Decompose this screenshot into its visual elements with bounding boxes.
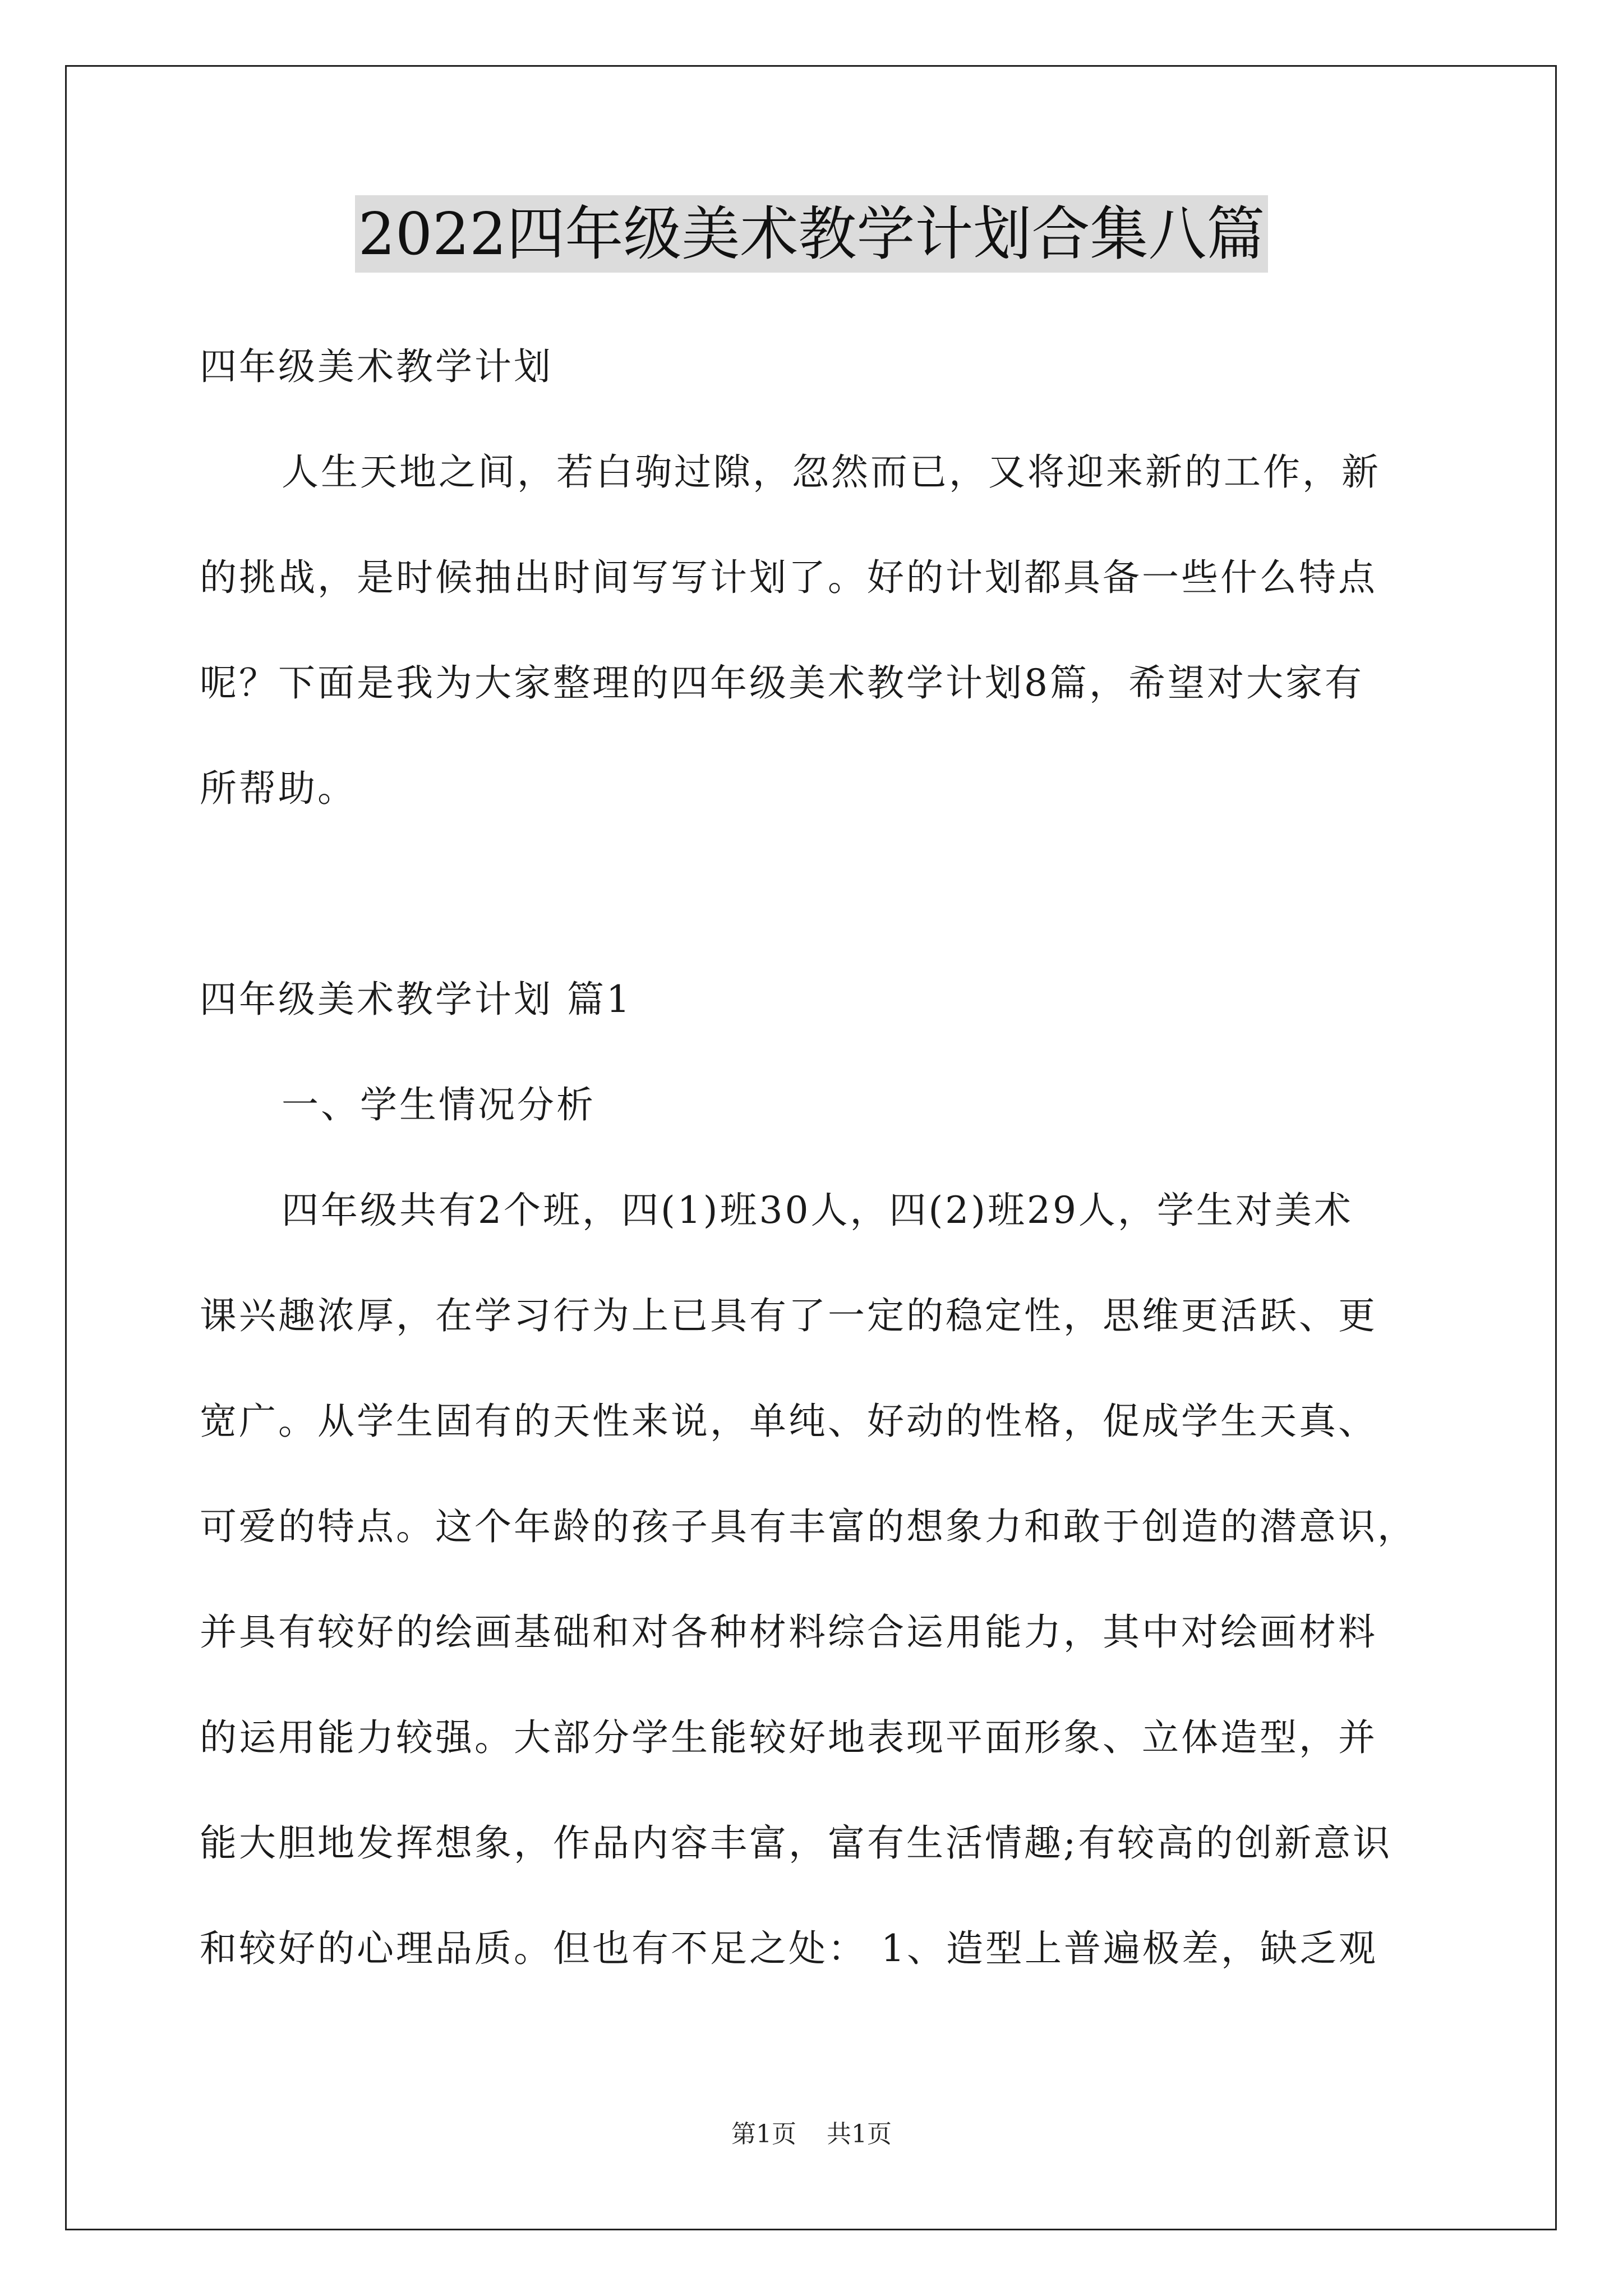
page-number-total: 共1页 xyxy=(827,2120,892,2148)
text-line: 能大胆地发挥想象，作品内容丰富，富有生活情趣;有较高的创新意识 xyxy=(200,1821,1393,1865)
text-line: 的运用能力较强。大部分学生能较好地表现平面形象、立体造型，并 xyxy=(200,1716,1377,1759)
text-line: 可爱的特点。这个年龄的孩子具有丰富的想象力和敢于创造的潜意识， xyxy=(200,1505,1417,1548)
paragraph-gap xyxy=(200,841,1433,947)
text-line: 和较好的心理品质。但也有不足之处： 1、造型上普遍极差，缺乏观 xyxy=(200,1927,1378,1970)
document-title: 2022四年级美术教学计划合集八篇 xyxy=(355,195,1269,273)
text-line: 人生天地之间，若白驹过隙，忽然而已，又将迎来新的工作，新 xyxy=(282,450,1381,494)
page-footer xyxy=(0,2114,1623,2150)
text-line: 课兴趣浓厚，在学习行为上已具有了一定的稳定性，思维更活跃、更 xyxy=(200,1294,1377,1337)
document-body xyxy=(200,314,1433,2001)
title-container xyxy=(0,195,1623,273)
text-line: 一、学生情况分析 xyxy=(282,1083,596,1126)
text-line: 四年级共有2个班，四(1)班30人，四(2)班29人，学生对美术 xyxy=(282,1189,1353,1232)
text-line: 的挑战，是时候抽出时间写写计划了。好的计划都具备一些什么特点 xyxy=(200,556,1377,599)
text-line: 所帮助。 xyxy=(200,767,357,810)
text-line: 并具有较好的绘画基础和对各种材料综合运用能力，其中对绘画材料 xyxy=(200,1611,1377,1654)
text-line: 四年级美术教学计划 篇1 xyxy=(200,978,632,1021)
page-number-current: 第1页 xyxy=(731,2120,796,2148)
text-line: 宽广。从学生固有的天性来说，单纯、好动的性格，促成学生天真、 xyxy=(200,1400,1377,1443)
text-line: 四年级美术教学计划 xyxy=(200,345,553,388)
text-line: 呢？下面是我为大家整理的四年级美术教学计划8篇，希望对大家有 xyxy=(200,661,1364,705)
